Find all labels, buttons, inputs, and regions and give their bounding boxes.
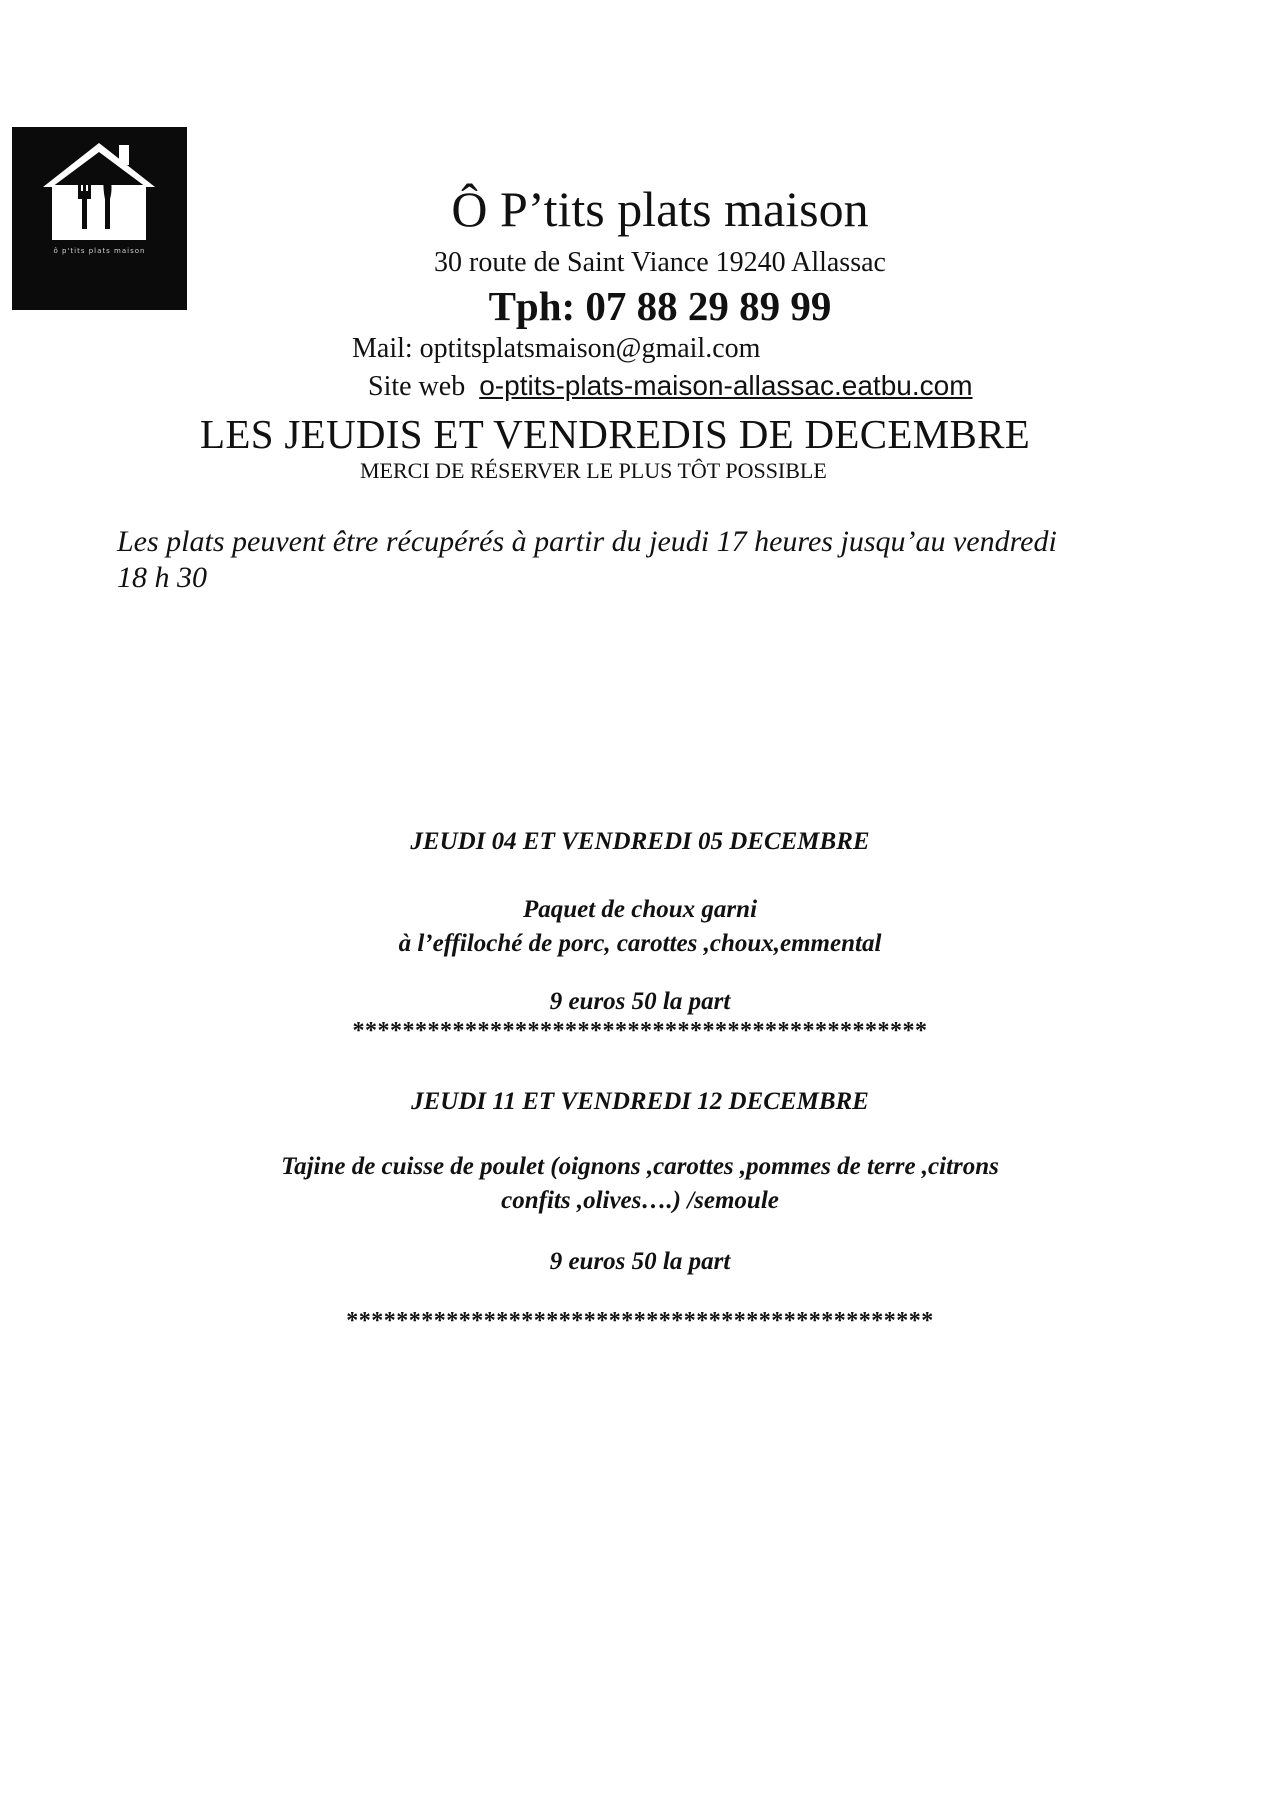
- menu-date: JEUDI 04 ET VENDREDI 05 DECEMBRE: [410, 828, 870, 855]
- business-name: Ô P’tits plats maison: [451, 181, 869, 237]
- menu-dish-line-2: à l’effiloché de porc, carottes ,choux,emmental: [398, 930, 882, 957]
- menu-price: 9 euros 50 la part: [549, 1248, 731, 1275]
- service-days-heading: LES JEUDIS ET VENDREDIS DE DECEMBRE: [200, 411, 1031, 457]
- website-label: Site web: [368, 371, 466, 402]
- pickup-info: [117, 524, 1197, 596]
- separator-week-2: [0, 1308, 1280, 1335]
- star-separator: ***********************************************: [346, 1308, 934, 1334]
- website-link[interactable]: o-ptits-plats-maison-allassac.eatbu.com: [479, 370, 973, 401]
- menu-price-week-2: [0, 1248, 1280, 1276]
- pickup-info-line-1: Les plats peuvent être récupérés à partir du jeudi 17 heures jusqu’au vendredi: [117, 525, 1057, 558]
- star-separator: **********************************************: [352, 1018, 928, 1044]
- reservation-notice: MERCI DE RÉSERVER LE PLUS TÔT POSSIBLE: [360, 458, 827, 483]
- menu-dish-line-2: confits ,olives….) /semoule: [501, 1187, 779, 1214]
- menu-date: JEUDI 11 ET VENDREDI 12 DECEMBRE: [411, 1088, 869, 1115]
- menu-week-2: [0, 1088, 1280, 1116]
- email-line: Mail: optitsplatsmaison@gmail.com: [352, 333, 761, 364]
- menu-dish-week-2: [0, 1150, 1280, 1218]
- pickup-info-line-2: 18 h 30: [117, 561, 207, 594]
- menu-dish-line-1: Tajine de cuisse de poulet (oignons ,carottes ,pommes de terre ,citrons: [281, 1153, 999, 1180]
- website-line: [368, 370, 973, 403]
- menu-dish-week-1: [0, 893, 1280, 961]
- menu-price: 9 euros 50 la part: [549, 988, 731, 1015]
- menu-price-week-1: [0, 988, 1280, 1016]
- logo-caption: ô p'tits plats maison: [53, 247, 146, 255]
- menu-dish-line-1: Paquet de choux garni: [522, 896, 758, 923]
- separator-week-1: [0, 1018, 1280, 1045]
- phone-number: Tph: 07 88 29 89 99: [488, 283, 832, 329]
- menu-week-1: [0, 828, 1280, 856]
- address: 30 route de Saint Viance 19240 Allassac: [434, 247, 886, 278]
